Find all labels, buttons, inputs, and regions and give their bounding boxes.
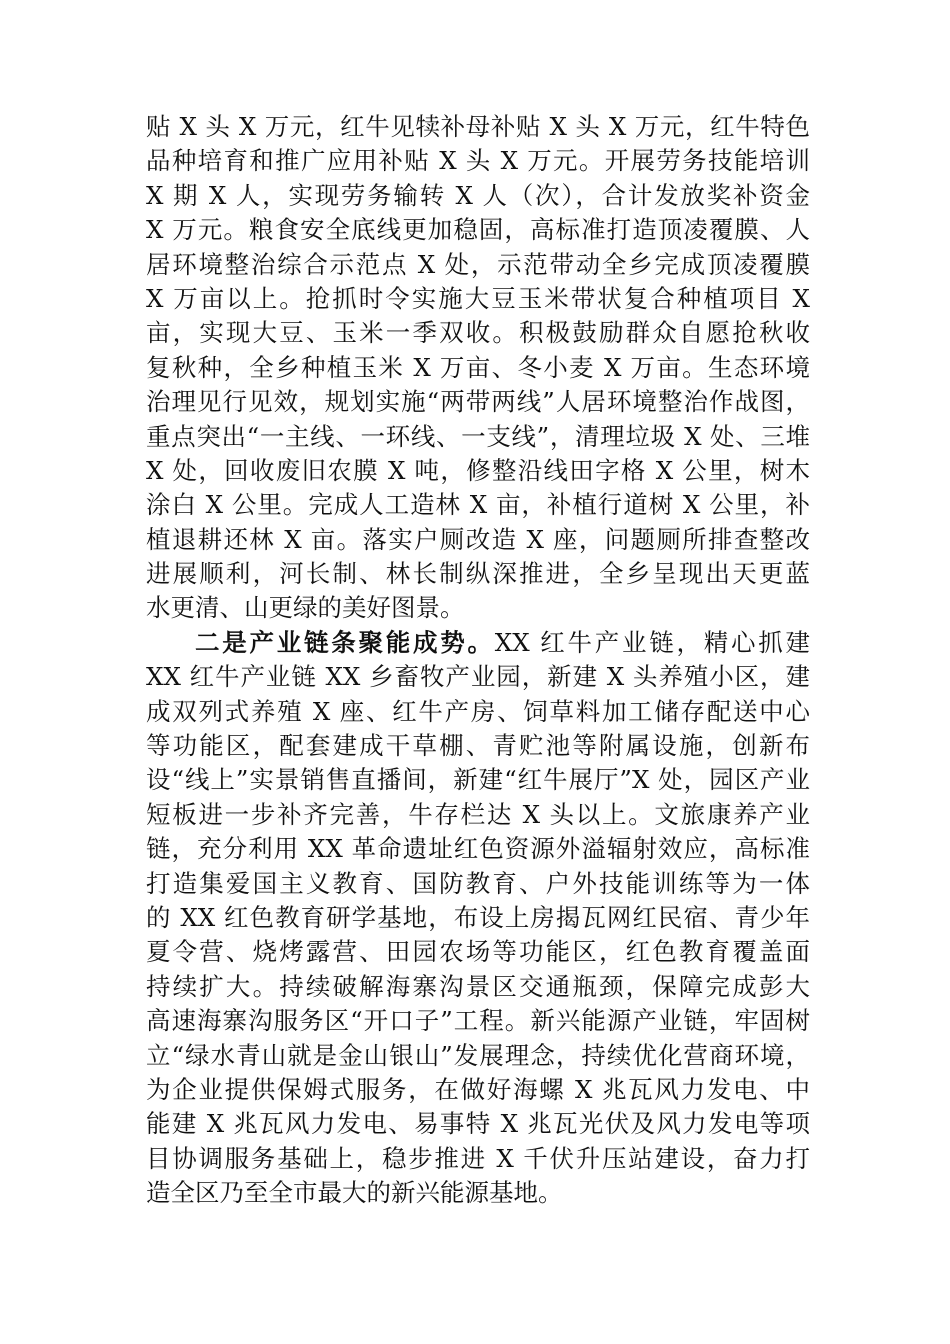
text-line: 复秋种，全乡种植玉米 X 万亩、冬小麦 X 万亩。生态环境	[146, 352, 810, 382]
paragraph-1	[146, 110, 810, 626]
text-line: 涂白 X 公里。完成人工造林 X 亩，补植行道树 X 公里，补	[146, 490, 810, 520]
paragraph-2	[146, 626, 810, 1211]
text-line: 造全区乃至全市最大的新兴能源基地。	[146, 1178, 563, 1208]
text-line: 短板进一步补齐完善，牛存栏达 X 头以上。文旅康养产业	[146, 799, 810, 829]
text-line: XX 红牛产业链 XX 乡畜牧产业园，新建 X 头养殖小区，建	[146, 662, 810, 692]
text-line: 设“线上”实景销售直播间，新建“红牛展厅”X 处，园区产业	[146, 765, 810, 795]
text-line: 打造集爱国主义教育、国防教育、户外技能训练等为一体	[146, 868, 810, 898]
text-line: X 万元。粮食安全底线更加稳固，高标准打造顶凌覆膜、人	[146, 215, 810, 245]
heading-line-text: XX 红牛产业链，精心抓建	[494, 627, 811, 657]
text-line: 为企业提供保姆式服务，在做好海螺 X 兆瓦风力发电、中	[146, 1074, 810, 1104]
text-line: 治理见行见效，规划实施“两带两线”人居环境整治作战图，	[146, 387, 810, 417]
text-line: 重点突出“一主线、一环线、一支线”，清理垃圾 X 处、三堆	[146, 421, 810, 451]
text-line: 植退耕还林 X 亩。落实户厕改造 X 座，问题厕所排查整改	[146, 524, 810, 554]
text-line: 品种培育和推广应用补贴 X 头 X 万元。开展劳务技能培训	[146, 146, 810, 176]
text-line: 成双列式养殖 X 座、红牛产房、饲草料加工储存配送中心	[146, 696, 810, 726]
text-line: 链，充分利用 XX 革命遗址红色资源外溢辐射效应，高标准	[146, 834, 810, 864]
text-line: 进展顺利，河长制、林长制纵深推进，全乡呈现出天更蓝	[146, 559, 810, 589]
text-line: 目协调服务基础上，稳步推进 X 千伏升压站建设，奋力打	[146, 1143, 810, 1173]
section-heading: 二是产业链条聚能成势。	[195, 627, 495, 657]
text-line: 水更清、山更绿的美好图景。	[146, 593, 465, 623]
text-line: 居环境整治综合示范点 X 处，示范带动全乡完成顶凌覆膜	[146, 249, 810, 279]
text-line: 贴 X 头 X 万元，红牛见犊补母补贴 X 头 X 万元，红牛特色	[146, 112, 810, 141]
text-line: 立“绿水青山就是金山银山”发展理念，持续优化营商环境，	[146, 1040, 810, 1070]
text-line: 高速海寨沟服务区“开口子”工程。新兴能源产业链，牢固树	[146, 1006, 810, 1036]
text-line: X 处，回收废旧农膜 X 吨，修整沿线田字格 X 公里，树木	[146, 455, 810, 485]
text-line: 夏令营、烧烤露营、田园农场等功能区，红色教育覆盖面	[146, 937, 810, 967]
document-page	[146, 110, 810, 1211]
text-line: 等功能区，配套建成干草棚、青贮池等附属设施，创新布	[146, 731, 810, 761]
text-line: 亩，实现大豆、玉米一季双收。积极鼓励群众自愿抢秋收	[146, 318, 810, 348]
text-line: 持续扩大。持续破解海寨沟景区交通瓶颈，保障完成彭大	[146, 971, 810, 1001]
text-line: 的 XX 红色教育研学基地，布设上房揭瓦网红民宿、青少年	[146, 902, 810, 932]
paragraph-heading-line	[146, 626, 810, 660]
text-line: 能建 X 兆瓦风力发电、易事特 X 兆瓦光伏及风力发电等项	[146, 1109, 810, 1139]
text-line: X 期 X 人，实现劳务输转 X 人（次），合计发放奖补资金	[146, 180, 810, 210]
text-line: X 万亩以上。抢抓时令实施大豆玉米带状复合种植项目 X	[146, 283, 810, 313]
